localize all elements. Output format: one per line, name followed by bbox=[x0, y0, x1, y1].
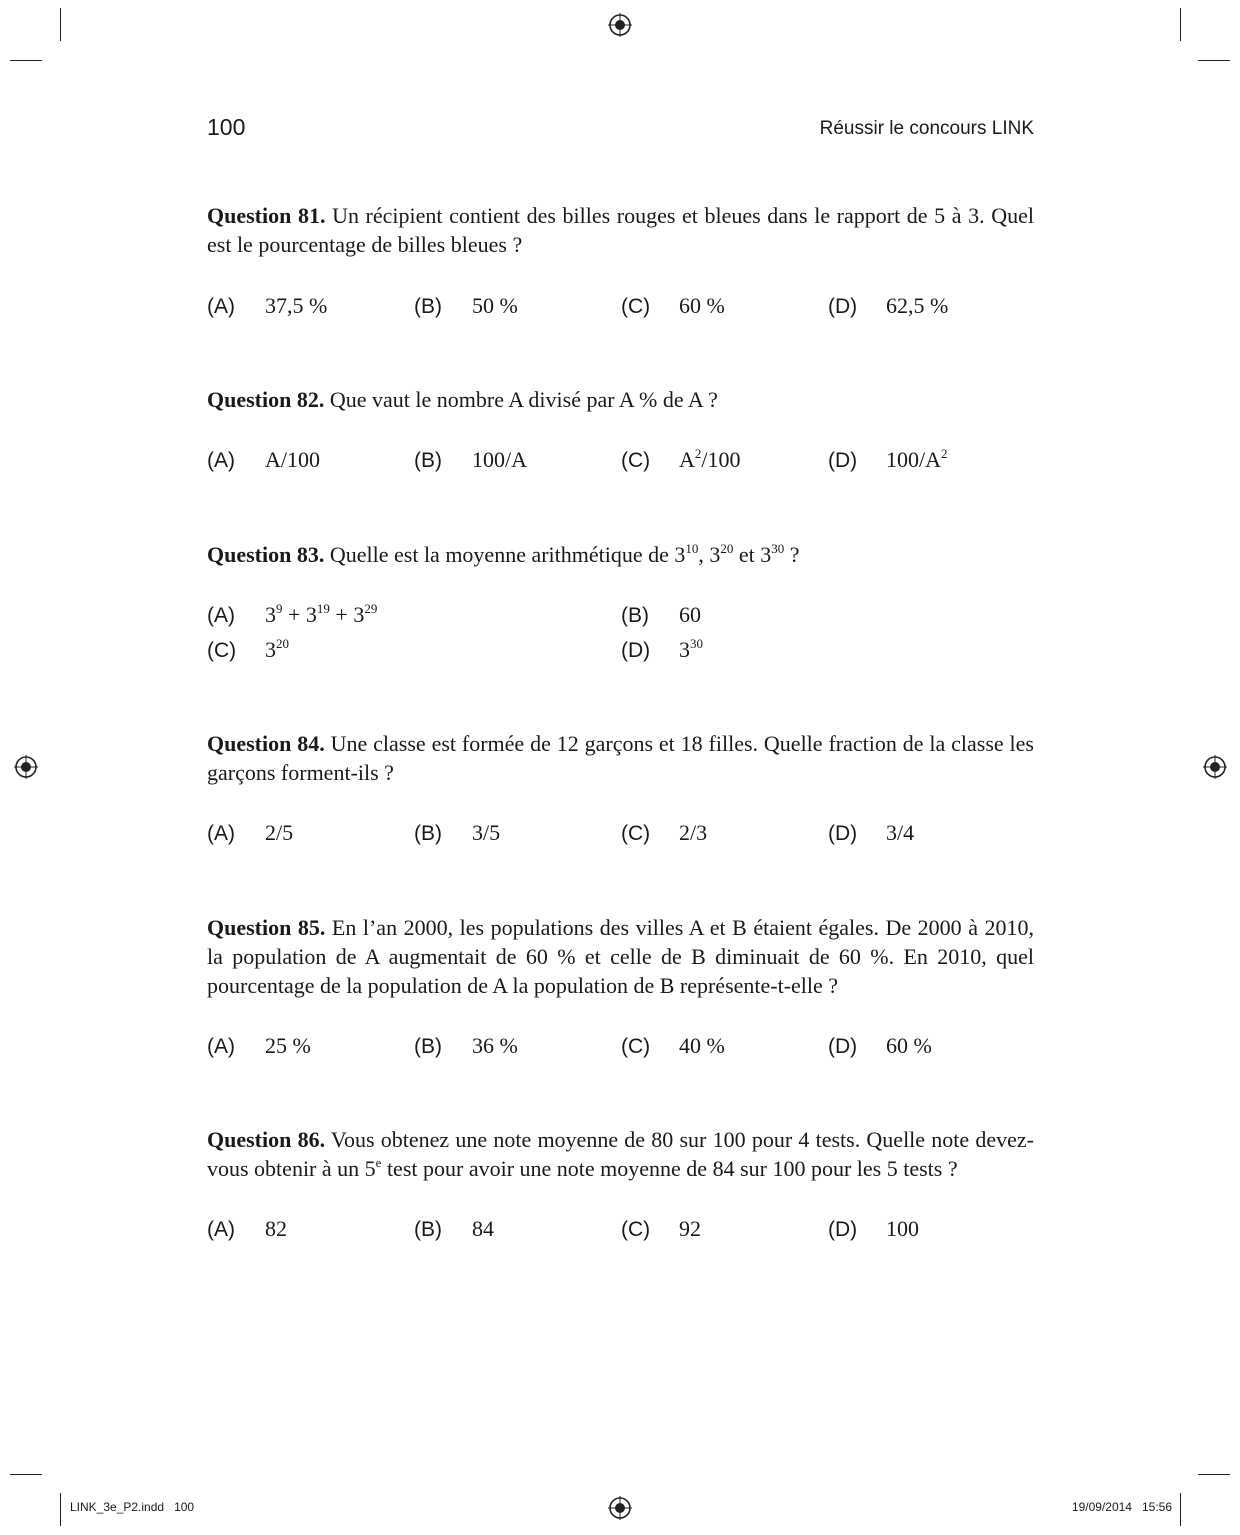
question-83 bbox=[207, 540, 1034, 672]
option-letter: (B) bbox=[621, 604, 649, 627]
slug-file-name: LINK_3e_P2.indd 100 bbox=[70, 1500, 195, 1514]
answer-options bbox=[207, 447, 1034, 481]
option-letter: (B) bbox=[414, 1035, 442, 1058]
option-letter: (A) bbox=[207, 604, 235, 627]
crop-mark bbox=[10, 1474, 42, 1475]
option-value: 3/5 bbox=[472, 820, 501, 845]
book-title: Réussir le concours LINK bbox=[819, 118, 1034, 139]
option-b[interactable] bbox=[414, 447, 527, 477]
option-letter: (D) bbox=[828, 449, 858, 472]
question-body: Une classe est formée de 12 garçons et 18 filles. Quelle fraction de la classe les garçons forment-ils ? bbox=[207, 731, 1034, 785]
option-letter: (D) bbox=[828, 822, 858, 845]
question-label: Question 85. bbox=[207, 915, 326, 940]
crop-mark bbox=[1180, 1493, 1181, 1526]
page-number: 100 bbox=[207, 114, 246, 140]
option-b[interactable] bbox=[414, 820, 500, 850]
running-header bbox=[207, 114, 1034, 148]
option-value: 60 % bbox=[679, 293, 725, 318]
registration-mark-icon bbox=[14, 755, 38, 779]
option-c[interactable] bbox=[621, 447, 741, 477]
option-d[interactable] bbox=[828, 820, 914, 850]
crop-mark bbox=[1198, 60, 1230, 61]
option-value: 37,5 % bbox=[265, 293, 328, 318]
option-letter: (C) bbox=[621, 1035, 651, 1058]
option-letter: (B) bbox=[414, 1218, 442, 1241]
option-letter: (C) bbox=[621, 822, 651, 845]
question-body: En l’an 2000, les populations des villes A et B étaient égales. De 2000 à 2010, la population de A augmentait de 60 % et celle de B diminuait de 60 %. En 2010, quel pourcentage de la population de A la population de B représente-t-elle ? bbox=[207, 915, 1034, 998]
option-a[interactable] bbox=[207, 1033, 311, 1063]
option-letter: (C) bbox=[207, 639, 237, 662]
option-value: 60 % bbox=[886, 1033, 932, 1058]
option-value: $100/A^2$ bbox=[886, 446, 948, 472]
option-letter: (A) bbox=[207, 822, 235, 845]
option-value: 60 bbox=[679, 602, 701, 627]
option-a[interactable] bbox=[207, 447, 320, 477]
option-value: 84 bbox=[472, 1216, 494, 1241]
option-c[interactable] bbox=[621, 293, 725, 323]
question-85 bbox=[207, 913, 1034, 1067]
option-a[interactable] bbox=[207, 602, 377, 632]
option-value: 2/5 bbox=[265, 820, 294, 845]
answer-options bbox=[207, 293, 1034, 327]
option-letter: (D) bbox=[828, 1218, 858, 1241]
question-body: Vous obtenez une note moyenne de 80 sur 100 pour 4 tests. Quelle note devez-vous obtenir à un 5e test pour avoir une note moyenne de 84 sur 100 pour les 5 tests ? bbox=[207, 1127, 1034, 1181]
option-letter: (C) bbox=[621, 1218, 651, 1241]
option-a[interactable] bbox=[207, 293, 327, 323]
option-letter: (C) bbox=[621, 449, 651, 472]
question-label: Question 86. bbox=[207, 1127, 326, 1152]
crop-mark bbox=[60, 8, 61, 41]
option-letter: (A) bbox=[207, 1218, 235, 1241]
option-value: $A^2/100$ bbox=[679, 446, 741, 472]
option-a[interactable] bbox=[207, 1216, 287, 1246]
question-84 bbox=[207, 729, 1034, 854]
answer-options bbox=[207, 1033, 1034, 1067]
question-body: Que vaut le nombre A divisé par A % de A ? bbox=[329, 387, 718, 412]
option-b[interactable] bbox=[414, 1033, 518, 1063]
option-value: $3^9 + 3^{19} + 3^{29}$ bbox=[265, 601, 378, 627]
option-value: $3^{20}$ bbox=[265, 636, 289, 662]
option-value: 50 % bbox=[472, 293, 518, 318]
question-text bbox=[207, 201, 1034, 259]
option-letter: (C) bbox=[621, 295, 651, 318]
option-a[interactable] bbox=[207, 820, 293, 850]
answer-options bbox=[207, 820, 1034, 854]
question-text bbox=[207, 385, 1034, 414]
question-text bbox=[207, 729, 1034, 787]
option-letter: (A) bbox=[207, 449, 235, 472]
registration-mark-icon bbox=[608, 13, 632, 37]
option-d[interactable] bbox=[828, 447, 948, 477]
slug-date-time: 19/09/2014 15:56 bbox=[1071, 1500, 1172, 1514]
question-82 bbox=[207, 385, 1034, 481]
registration-mark-icon bbox=[608, 1496, 632, 1520]
option-b[interactable] bbox=[414, 293, 518, 323]
option-value: 25 % bbox=[265, 1033, 311, 1058]
option-d[interactable] bbox=[828, 1033, 932, 1063]
option-d[interactable] bbox=[828, 1216, 919, 1246]
question-label: Question 81. bbox=[207, 203, 326, 228]
question-81 bbox=[207, 201, 1034, 327]
option-value: 2/3 bbox=[679, 820, 708, 845]
question-text bbox=[207, 1125, 1034, 1183]
question-text bbox=[207, 913, 1034, 1000]
option-letter: (A) bbox=[207, 1035, 235, 1058]
option-letter: (A) bbox=[207, 295, 235, 318]
answer-options bbox=[207, 1216, 1034, 1250]
crop-mark bbox=[60, 1493, 61, 1526]
option-value: 36 % bbox=[472, 1033, 518, 1058]
option-letter: (D) bbox=[828, 295, 858, 318]
answer-options bbox=[207, 602, 1034, 672]
option-c[interactable] bbox=[207, 637, 289, 667]
crop-mark bbox=[1198, 1474, 1230, 1475]
question-label: Question 83. bbox=[207, 542, 325, 567]
option-d[interactable] bbox=[828, 293, 948, 323]
registration-mark-icon bbox=[1203, 755, 1227, 779]
option-c[interactable] bbox=[621, 1033, 725, 1063]
option-c[interactable] bbox=[621, 1216, 701, 1246]
option-value: 3/4 bbox=[886, 820, 915, 845]
option-value: 40 % bbox=[679, 1033, 725, 1058]
option-c[interactable] bbox=[621, 820, 707, 850]
question-text bbox=[207, 540, 1034, 569]
option-b[interactable] bbox=[621, 602, 701, 632]
option-d[interactable] bbox=[621, 637, 703, 667]
option-b[interactable] bbox=[414, 1216, 494, 1246]
option-value: A/100 bbox=[265, 447, 320, 472]
question-label: Question 84. bbox=[207, 731, 325, 756]
question-86 bbox=[207, 1125, 1034, 1250]
crop-mark bbox=[1180, 8, 1181, 41]
question-body: Un récipient contient des billes rouges et bleues dans le rapport de 5 à 3. Quel est le pourcentage de billes bleues ? bbox=[207, 203, 1034, 257]
option-letter: (B) bbox=[414, 449, 442, 472]
option-letter: (B) bbox=[414, 822, 442, 845]
option-value: 92 bbox=[679, 1216, 701, 1241]
option-value: $3^{30}$ bbox=[679, 636, 703, 662]
question-body: Quelle est la moyenne arithmétique de $3^{10}$, $3^{20}$ et $3^{30}$ ? bbox=[329, 541, 800, 567]
option-letter: (B) bbox=[414, 295, 442, 318]
option-letter: (D) bbox=[621, 639, 651, 662]
question-label: Question 82. bbox=[207, 387, 325, 412]
option-letter: (D) bbox=[828, 1035, 858, 1058]
option-value: 100/A bbox=[472, 447, 527, 472]
option-value: 82 bbox=[265, 1216, 287, 1241]
option-value: 100 bbox=[886, 1216, 919, 1241]
option-value: 62,5 % bbox=[886, 293, 949, 318]
crop-mark bbox=[10, 60, 42, 61]
